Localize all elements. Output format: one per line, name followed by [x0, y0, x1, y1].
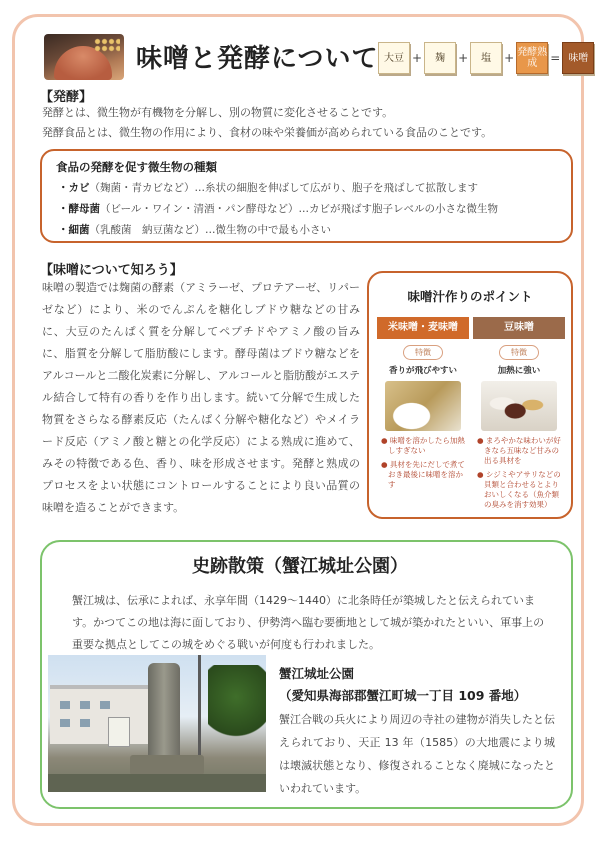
points-bullets — [477, 436, 563, 510]
points-column-rice-barley — [377, 317, 469, 490]
formula-miso: 味噌 — [562, 42, 594, 74]
formula-op: = — [550, 51, 561, 65]
miso-photo — [44, 34, 124, 80]
microbe-desc: （乳酸菌 納豆菌など）…微生物の中で最も小さい — [89, 224, 331, 236]
miso-formula — [378, 38, 594, 78]
microbe-item — [58, 180, 478, 195]
bullet: ● まろやかな味わいが好きなら五味など甘みの出る具材を — [477, 436, 561, 465]
history-title: 史跡散策（蟹江城址公園） — [192, 556, 408, 577]
bullet: ● 具材を先にだしで煮ておき最後に味噌を溶かす — [381, 460, 465, 489]
formula-salt: 塩 — [470, 42, 502, 74]
points-bullets — [381, 436, 467, 490]
feature-text: 加熱に強い — [497, 366, 541, 376]
about-miso-text: 味噌の製造では麹菌の酵素（アミラーゼ、プロテアーゼ、リパーゼなど）により、米のでんぷんを糖化しブドウ糖などの甘みに、大豆のたんぱく質を分解してペプチドやアミノ酸の旨みに、脂質を分解して脂肪酸にします。酵母菌はブドウ糖などをアルコールと二酸化炭素に分解し、アルコールと脂肪酸がエステル結合して特有の香りを作り出します。続いて分解で生成した物質をさらなる酵素反応（たんぱく分解や糖化など）やメイラード反応（アミノ酸と糖との化学反応）による熟成に進めて、みその特徴である色、香り、味を形成させます。発酵と熟成のプロセスをよい状態にコントロールすることにより良い品質の味噌を造ることができます。 — [42, 281, 360, 514]
page-title: 味噌と発酵について — [136, 44, 379, 74]
bullet: ● シジミやアサリなどの貝類と合わせるとよりおいしくなる（魚介類の臭みを消す効果） — [477, 470, 561, 509]
points-column-head: 豆味噌 — [473, 317, 565, 339]
formula-op: + — [504, 51, 515, 65]
about-miso-heading: 【味噌について知ろう】 — [40, 263, 183, 278]
rice-image — [385, 381, 461, 431]
feature-tag: 特徴 — [499, 345, 539, 360]
park-address: （愛知県海部郡蟹江町城一丁目 109 番地） — [279, 688, 527, 703]
microbe-name: ・酵母菌 — [58, 203, 100, 215]
fermentation-heading: 【発酵】 — [40, 90, 93, 105]
history-text: 蟹江城は、伝承によれば、永享年間（1429～1440）に北条時任が築城したと伝えられています。かつてこの地は海に面しており、伊勢湾へ臨む要衝地として城が築かれたといい、軍事上の重要な拠点としてこの城をめぐる戦いが何度も行われました。 — [72, 594, 545, 651]
points-title: 味噌汁作りのポイント — [407, 289, 533, 304]
microbe-desc: （麹菌・青カビなど）…糸状の細胞を伸ばして広がり、胞子を飛ばして拡散します — [89, 182, 478, 194]
formula-fermentation: 発酵熟成 — [516, 42, 548, 74]
park-text: 蟹江合戦の兵火により周辺の寺社の建物が消失したと伝えられており、天正 13 年（1585）の大地震により城は壊滅状態となり、修復されることなく廃城になったといわれています。 — [279, 713, 555, 795]
bean-miso-image — [481, 381, 557, 431]
castle-park-photo — [48, 655, 266, 792]
points-column-bean — [473, 317, 565, 510]
formula-soybean: 大豆 — [378, 42, 410, 74]
formula-op: + — [412, 51, 423, 65]
miso-soup-points-card — [367, 271, 573, 519]
microbe-desc: （ビール・ワイン・清酒・パン酵母など）…カビが飛ばす胞子レベルの小さな微生物 — [100, 203, 499, 215]
points-column-head: 米味噌・麦味噌 — [377, 317, 469, 339]
microbes-box — [40, 149, 573, 243]
microbe-item — [58, 201, 498, 216]
microbe-name: ・細菌 — [58, 224, 90, 236]
feature-tag: 特徴 — [403, 345, 443, 360]
fermentation-line-1: 発酵とは、微生物が有機物を分解し、別の物質に変化させることです。 — [42, 106, 394, 119]
microbes-caption: 食品の発酵を促す微生物の種類 — [56, 160, 217, 174]
bullet: ● 味噌を溶かしたら加熱しすぎない — [381, 436, 465, 455]
fermentation-line-2: 発酵食品とは、微生物の作用により、食材の味や栄養価が高められている食品のことです。 — [42, 126, 493, 139]
feature-text: 香りが飛びやすい — [388, 366, 457, 376]
formula-koji: 麹 — [424, 42, 456, 74]
formula-op: + — [458, 51, 469, 65]
microbe-item — [58, 222, 331, 237]
microbe-name: ・カビ — [58, 182, 90, 194]
park-title: 蟹江城址公園 — [279, 666, 355, 681]
